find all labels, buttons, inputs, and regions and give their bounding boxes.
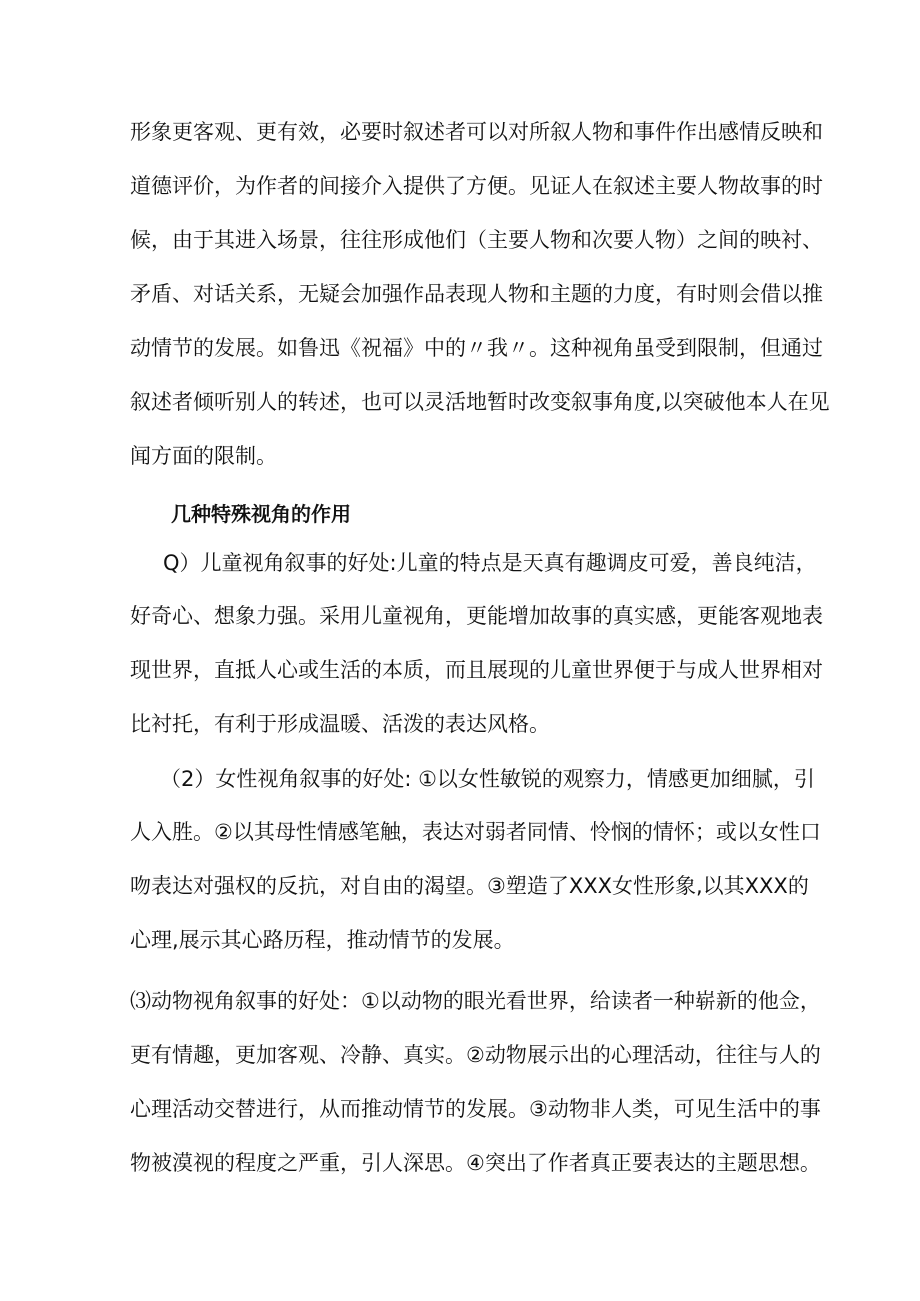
paragraph-line: Q）儿童视角叙事的好处:儿童的特点是天真有趣调皮可爱，善良纯洁， (163, 551, 817, 575)
paragraph-line: 矛盾、对话关系，无疑会加强作品表现人物和主题的力度，有时则会借以推 (130, 282, 823, 306)
paragraph-line: 候，由于其进入场景，往往形成他们（主要人物和次要人物）之间的映衬、 (130, 228, 823, 252)
paragraph-line: 更有情趣，更加客观、冷静、真实。②动物展示出的心理活动，往往与人的 (130, 1043, 821, 1067)
paragraph-line: 物被漠视的程度之严重，引人深思。④突出了作者真正要表达的主题思想。 (130, 1151, 821, 1175)
paragraph-line: 比衬托，有利于形成温暖、活泼的表达风格。 (130, 712, 550, 736)
paragraph-line: 闻方面的限制。 (130, 444, 277, 468)
paragraph-line: 现世界，直抵人心或生活的本质，而且展现的儿童世界便于与成人世界相对 (130, 658, 823, 682)
paragraph-line: 人入胜。②以其母性情感笔触，表达对弱者同情、怜悯的情怀；或以女性口 (130, 820, 821, 844)
paragraph-line: ⑶动物视角叙事的好处：①以动物的眼光看世界，给读者一种崭新的他佥， (130, 989, 821, 1013)
paragraph-line: 道德评价，为作者的间接介入提供了方便。见证人在叙述主要人物故事的时 (130, 174, 823, 198)
paragraph-line: 动情节的发展。如鲁迅《祝福》中的〃我〃。这种视角虽受到限制，但通过 (130, 336, 823, 360)
paragraph-line: 心理活动交替进行，从而推动情节的发展。③动物非人类，可见生活中的事 (130, 1097, 821, 1121)
paragraph-line: （2）女性视角叙事的好处: ①以女性敏锐的观察力，情感更加细腻，引 (160, 767, 815, 791)
paragraph-line: 心理,展示其心路历程，推动情节的发展。 (130, 928, 515, 952)
paragraph-line: 好奇心、想象力强。采用儿童视角，更能增加故事的真实感，更能客观地表 (130, 604, 823, 628)
section-heading: 几种特殊视角的作用 (171, 502, 351, 526)
paragraph-line: 叙述者倾听别人的转述，也可以灵活地暂时改变叙事角度,以突破他本人在见 (130, 390, 830, 414)
paragraph-line: 吻表达对强权的反抗，对自由的渴望。③塑造了XXX女性形象,以其XXX的 (130, 874, 809, 898)
paragraph-line: 形象更客观、更有效，必要时叙述者可以对所叙人物和事件作出感情反映和 (130, 120, 823, 144)
